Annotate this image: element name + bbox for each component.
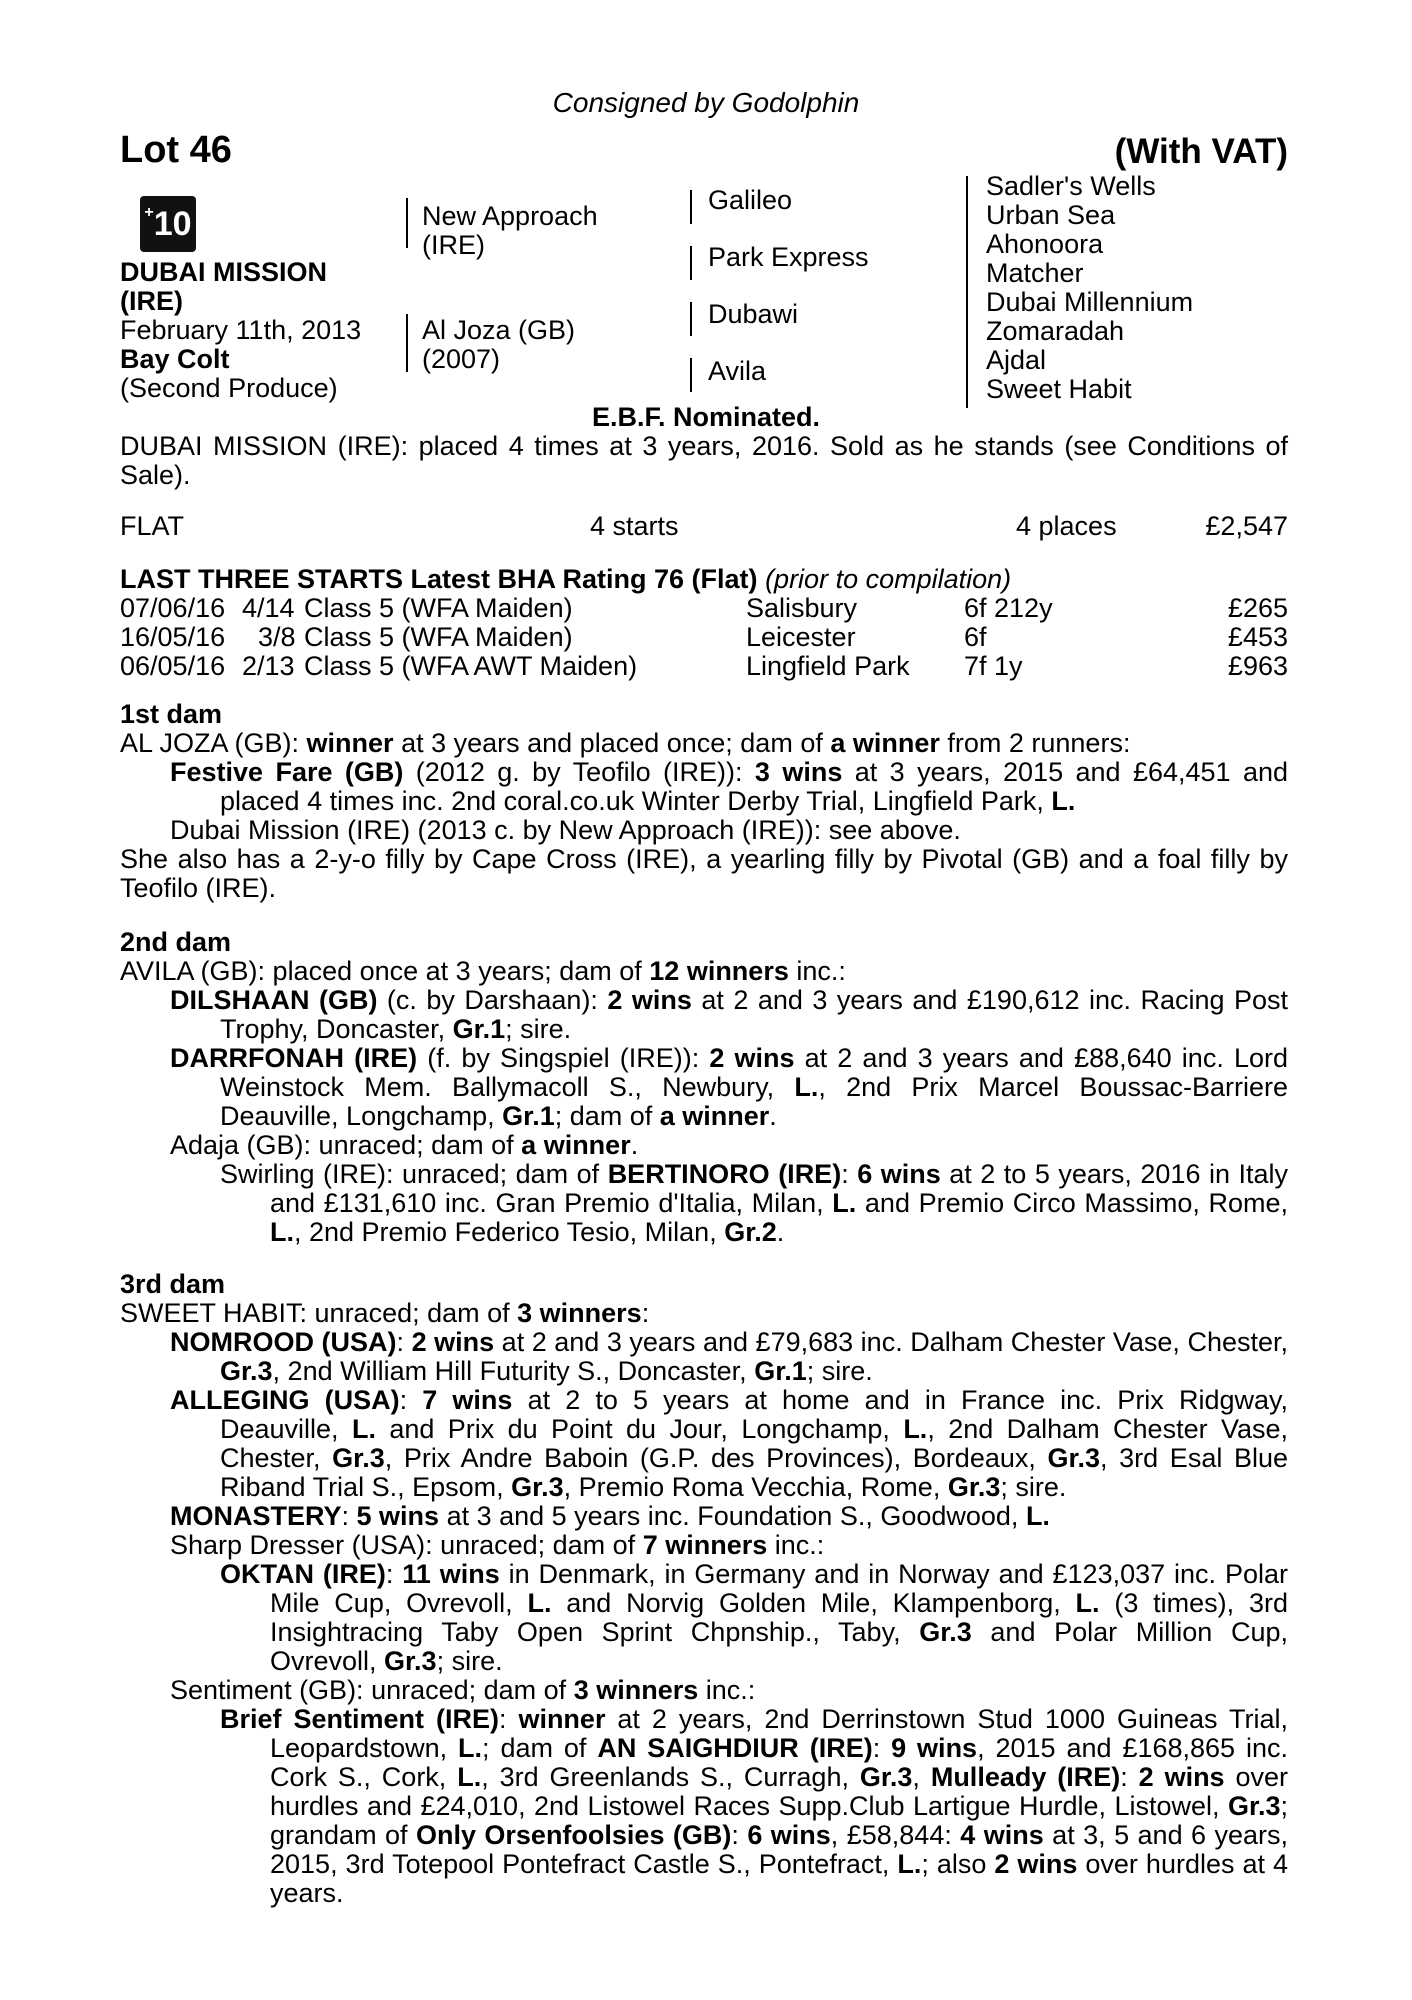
first-dam-heading: 1st dam	[120, 699, 223, 729]
grandparent: Park Express	[708, 242, 869, 272]
first-dam-intro: AL JOZA (GB): winner at 3 years and placed once; dam of a winner from 2 runners:	[120, 728, 1131, 758]
produce-adaja: Adaja (GB): unraced; dam of a winner.	[170, 1130, 639, 1160]
consigned-by: Consigned by Godolphin	[552, 87, 860, 118]
last-starts-title: LAST THREE STARTS Latest BHA Rating 76 (Flat)	[120, 564, 758, 594]
start-result: 3/8	[258, 622, 296, 652]
badge-plus: +	[144, 203, 154, 221]
start-course: Lingfield Park	[746, 651, 910, 681]
great-grandparent: Sadler's Wells	[986, 171, 1156, 201]
start-course: Leicester	[746, 622, 856, 652]
start-prize: £265	[1227, 593, 1288, 623]
pedigree-bracket	[690, 358, 692, 392]
third-dam-heading: 3rd dam	[120, 1269, 226, 1299]
second-dam-heading: 2nd dam	[120, 927, 232, 957]
produce-nomrood: NOMROOD (USA): 2 wins at 2 and 3 years and £79,683 inc. Dalham Chester Vase, Chester, Gr.3, 2nd William Hill Futurity S., Doncaster, Gr.1; sire.	[170, 1327, 1289, 1386]
sire-name: New Approach	[422, 201, 598, 231]
sire-country: (IRE)	[422, 230, 485, 260]
second-dam-intro: AVILA (GB): placed once at 3 years; dam of 12 winners inc.:	[120, 956, 846, 986]
start-date: 07/06/16	[120, 593, 226, 623]
record-starts: 4 starts	[590, 511, 679, 541]
start-prize: £453	[1227, 622, 1288, 652]
great-grandparent: Sweet Habit	[986, 374, 1132, 404]
start-distance: 6f	[964, 622, 987, 652]
great-grandparent: Dubai Millennium	[986, 287, 1194, 317]
pedigree-bracket	[690, 302, 692, 336]
produce-swirling: Swirling (IRE): unraced; dam of BERTINORO (IRE): 6 wins at 2 to 5 years, 2016 in Italy and £131,610 inc. Gran Premio d'Italia, Milan, L. and Premio Circo Massimo, Rome, L., 2nd Premio Federico Tesio, Milan, Gr.2.	[220, 1159, 1289, 1247]
lot-number: Lot 46	[120, 129, 232, 171]
produce-alleging: ALLEGING (USA): 7 wins at 2 to 5 years at home and in France inc. Prix Ridgway, Deauville, L. and Prix du Point du Jour, Longchamp, L., 2nd Dalham Chester Vase, Chester, Gr.3, Prix Andre Baboin (G.P. des Provinces), Bordeaux, Gr.3, 3rd Esal Blue Riband Trial S., Epsom, Gr.3, Premio Roma Vecchia, Rome, Gr.3; sire.	[170, 1385, 1289, 1502]
produce-dubai-mission: Dubai Mission (IRE) (2013 c. by New Approach (IRE)): see above.	[170, 815, 961, 845]
last-starts-heading	[120, 565, 1011, 594]
start-race: Class 5 (WFA Maiden)	[304, 593, 573, 623]
produce-brief-sentiment: Brief Sentiment (IRE): winner at 2 years, 2nd Derrinstown Stud 1000 Guineas Trial, Leopardstown, L.; dam of AN SAIGHDIUR (IRE): 9 wins, 2015 and £168,865 inc. Cork S., Cork, L., 3rd Greenlands S., Curragh, Gr.3, Mulleady (IRE): 2 wins over hurdles and £24,010, 2nd Listowel Races Supp.Club Lartigue Hurdle, Listowel, Gr.3; grandam of Only Orsenfoolsies (GB): 6 wins, £58,844: 4 wins at 3, 5 and 6 years, 2015, 3rd Totepool Pontefract Castle S., Pontefract, L.; also 2 wins over hurdles at 4 years.	[220, 1704, 1289, 1908]
great-grandparent: Zomaradah	[986, 316, 1125, 346]
grandparent: Dubawi	[708, 299, 799, 329]
start-row	[120, 623, 1288, 652]
great-grandparent: Urban Sea	[986, 200, 1116, 230]
start-course: Salisbury	[746, 593, 858, 623]
race-record	[120, 512, 1288, 541]
vat-label: (With VAT)	[1114, 132, 1288, 171]
ebf-nominated: E.B.F. Nominated.	[591, 402, 821, 432]
plus-10-bonus-icon	[140, 196, 196, 252]
pedigree-bracket	[690, 190, 692, 224]
pedigree-bracket	[406, 314, 408, 372]
great-grandparent: Ahonoora	[986, 229, 1104, 259]
record-type: FLAT	[120, 511, 185, 541]
horse-sex: Bay Colt	[120, 344, 230, 374]
badge-text: 10	[153, 205, 192, 243]
dam-name: Al Joza (GB)	[422, 315, 576, 345]
start-date: 06/05/16	[120, 651, 226, 681]
pedigree-bracket	[966, 176, 968, 408]
start-result: 4/14	[242, 593, 295, 623]
last-starts-note: (prior to compilation)	[765, 564, 1012, 594]
produce-sentiment: Sentiment (GB): unraced; dam of 3 winners inc.:	[170, 1675, 756, 1705]
third-dam-intro: SWEET HABIT: unraced; dam of 3 winners:	[120, 1298, 650, 1328]
horse-name-country: (IRE)	[120, 286, 183, 316]
start-date: 16/05/16	[120, 622, 226, 652]
produce-monastery: MONASTERY: 5 wins at 3 and 5 years inc. Foundation S., Goodwood, L.	[170, 1501, 1050, 1531]
horse-produce: (Second Produce)	[120, 373, 338, 403]
produce-oktan: OKTAN (IRE): 11 wins in Denmark, in Germany and in Norway and £123,037 inc. Polar Mile Cup, Ovrevoll, L. and Norvig Golden Mile, Klampenborg, L. (3 times), 3rd Insightracing Taby Open Sprint Chpnship., Taby, Gr.3 and Polar Million Cup, Ovrevoll, Gr.3; sire.	[220, 1559, 1288, 1676]
start-distance: 7f 1y	[964, 651, 1023, 681]
start-result: 2/13	[242, 651, 295, 681]
pedigree-bracket	[690, 246, 692, 280]
start-row	[120, 594, 1288, 623]
horse-dob: February 11th, 2013	[120, 315, 362, 345]
start-race: Class 5 (WFA AWT Maiden)	[304, 651, 638, 681]
grandparent: Galileo	[708, 185, 793, 215]
start-race: Class 5 (WFA Maiden)	[304, 622, 573, 652]
record-earnings: £2,547	[1205, 511, 1288, 541]
produce-festive-fare: Festive Fare (GB) (2012 g. by Teofilo (IRE)): 3 wins at 3 years, 2015 and £64,451 and placed 4 times inc. 2nd coral.co.uk Winter Derby Trial, Lingfield Park, L.	[170, 757, 1288, 816]
start-row	[120, 652, 1288, 681]
produce-darrfonah: DARRFONAH (IRE) (f. by Singspiel (IRE)): 2 wins at 2 and 3 years and £88,640 inc. Lord Weinstock Mem. Ballymacoll S., Newbury, L., 2nd Prix Marcel Boussac-Barriere Deauville, Longchamp, Gr.1; dam of a winner.	[170, 1043, 1288, 1131]
grandparent: Avila	[708, 356, 767, 386]
produce-sharp-dresser: Sharp Dresser (USA): unraced; dam of 7 winners inc.:	[170, 1530, 825, 1560]
great-grandparent: Matcher	[986, 258, 1084, 288]
record-places: 4 places	[1016, 511, 1117, 541]
start-prize: £963	[1227, 651, 1288, 681]
produce-dilshaan: DILSHAAN (GB) (c. by Darshaan): 2 wins at 2 and 3 years and £190,612 inc. Racing Post Trophy, Doncaster, Gr.1; sire.	[170, 985, 1289, 1044]
race-summary: DUBAI MISSION (IRE): placed 4 times at 3 years, 2016. Sold as he stands (see Conditions of Sale).	[120, 431, 1288, 490]
first-dam-also: She also has a 2-y-o filly by Cape Cross (IRE), a yearling filly by Pivotal (GB) and a foal filly by Teofilo (IRE).	[120, 844, 1288, 903]
start-distance: 6f 212y	[964, 593, 1053, 623]
horse-name: DUBAI MISSION	[120, 257, 328, 287]
dam-year: (2007)	[422, 344, 501, 374]
great-grandparent: Ajdal	[986, 345, 1047, 375]
pedigree-bracket	[406, 198, 408, 248]
